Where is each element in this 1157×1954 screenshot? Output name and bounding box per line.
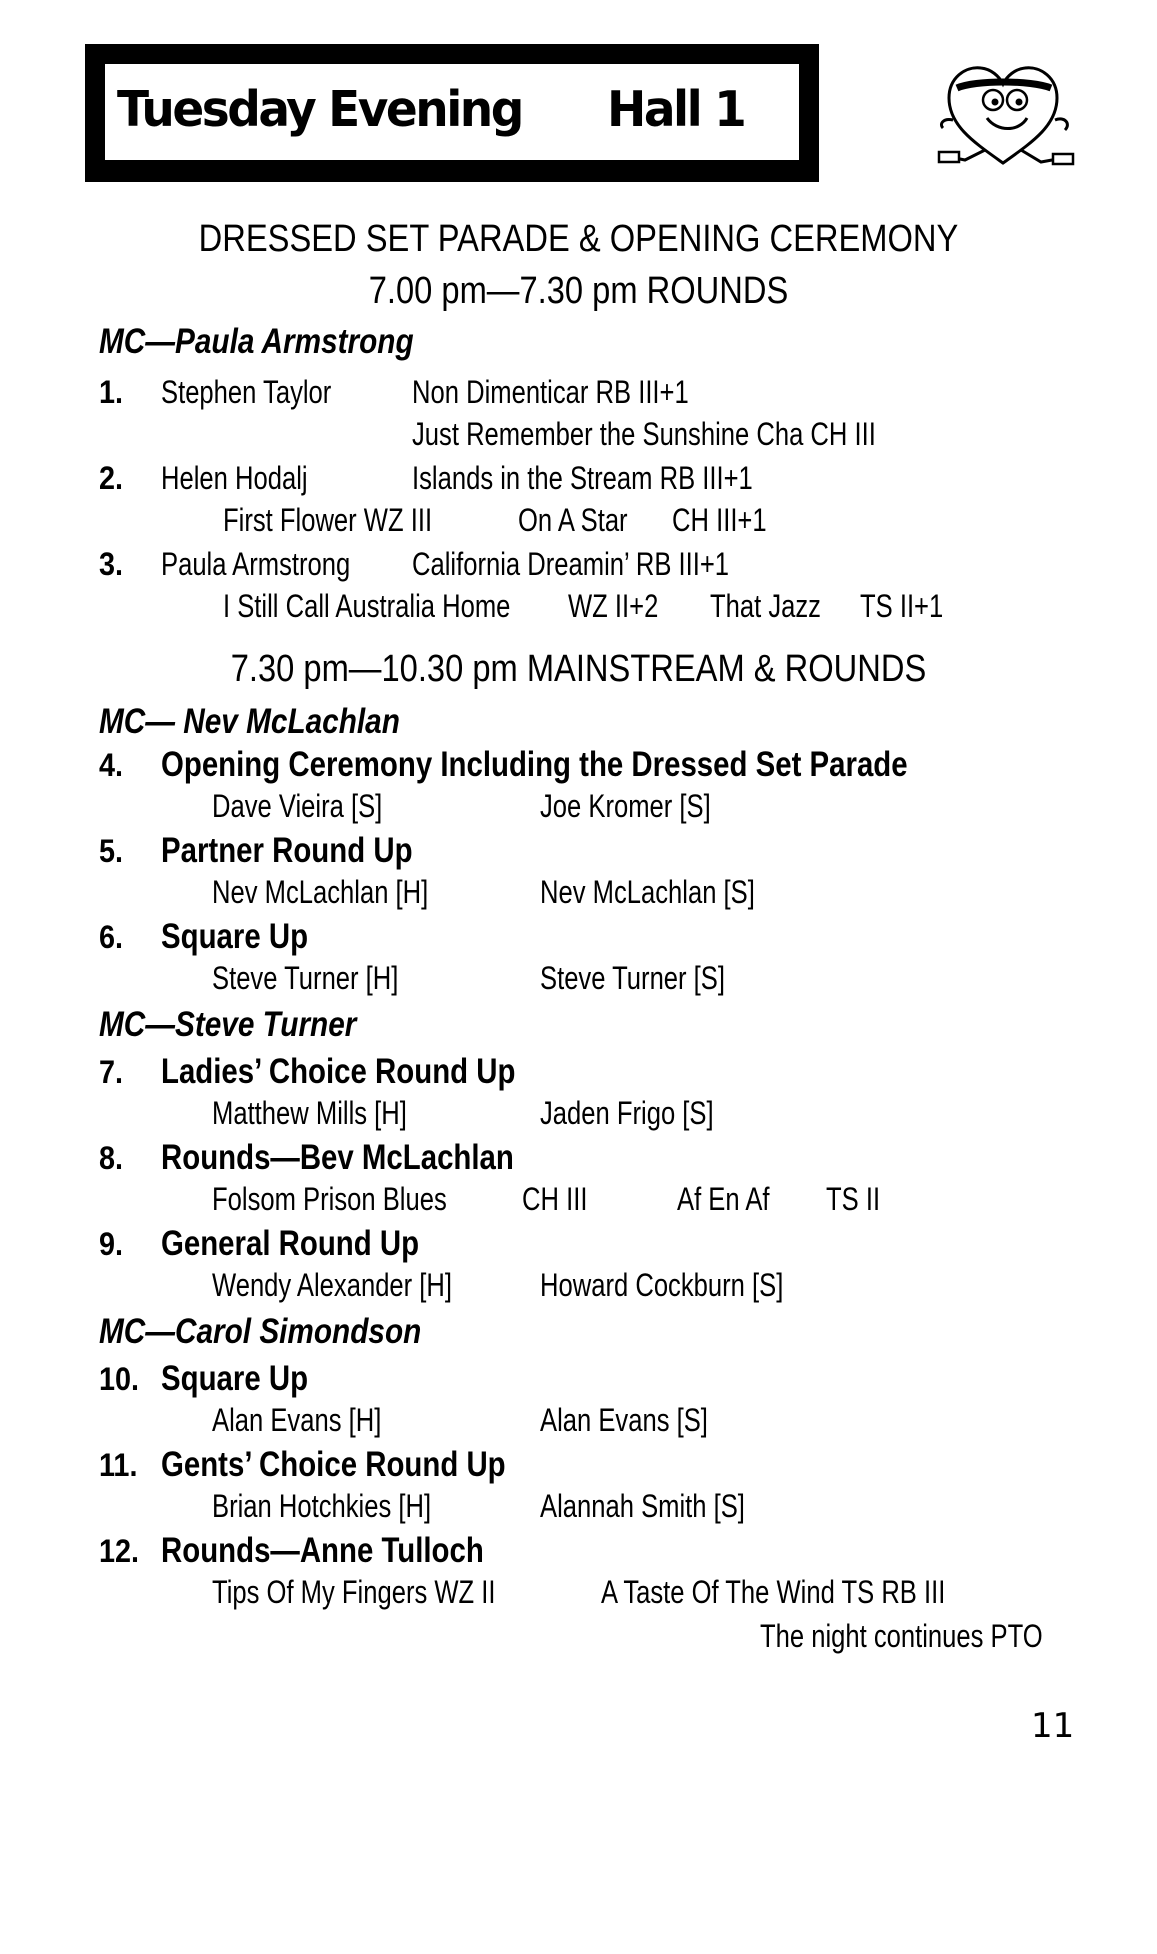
- item-title: Opening Ceremony Including the Dressed Set Parade: [161, 745, 908, 784]
- item-title: Rounds—Bev McLachlan: [161, 1138, 514, 1177]
- hoedown-caller: Nev McLachlan [H]: [212, 874, 429, 910]
- singing-caller: Howard Cockburn [S]: [540, 1267, 784, 1303]
- dance-text: TS II: [826, 1181, 881, 1217]
- dance-text: First Flower WZ III: [223, 502, 433, 538]
- singing-caller: Joe Kromer [S]: [540, 788, 711, 824]
- dance-text: Tips Of My Fingers WZ II: [212, 1574, 496, 1610]
- item-title: General Round Up: [161, 1224, 420, 1263]
- item-number: 3.: [99, 546, 124, 582]
- mc-label: MC—Paula Armstrong: [99, 322, 414, 361]
- singing-caller: Alan Evans [S]: [540, 1402, 708, 1438]
- page-title: Tuesday Evening: [117, 80, 522, 139]
- mc-label: MC—Steve Turner: [99, 1005, 357, 1044]
- hall-label: Hall 1: [607, 80, 745, 139]
- hoedown-caller: Brian Hotchkies [H]: [212, 1488, 432, 1524]
- singing-caller: Nev McLachlan [S]: [540, 874, 755, 910]
- dance-text: Folsom Prison Blues: [212, 1181, 447, 1217]
- section1-heading-line2: 7.00 pm—7.30 pm ROUNDS: [368, 270, 789, 312]
- item-title: Square Up: [161, 1359, 309, 1398]
- item-number: 2.: [99, 460, 124, 496]
- item-number: 4.: [99, 747, 124, 783]
- hoedown-caller: Steve Turner [H]: [212, 960, 399, 996]
- dance-text: I Still Call Australia Home: [223, 588, 511, 624]
- section2-heading: 7.30 pm—10.30 pm MAINSTREAM & ROUNDS: [230, 648, 927, 690]
- continues-note: The night continues PTO: [760, 1618, 1043, 1654]
- dance-text: Af En Af: [677, 1181, 770, 1217]
- item-title: Square Up: [161, 917, 309, 956]
- item-number: 11.: [99, 1447, 138, 1483]
- title-box: [85, 44, 819, 182]
- caller-name: Helen Hodalj: [161, 460, 308, 496]
- hoedown-caller: Dave Vieira [S]: [212, 788, 383, 824]
- dance-text: CH III: [522, 1181, 588, 1217]
- item-number: 12.: [99, 1533, 140, 1569]
- dance-text: Non Dimenticar RB III+1: [412, 374, 689, 410]
- item-number: 8.: [99, 1140, 124, 1176]
- dance-text: TS II+1: [860, 588, 944, 624]
- dance-text: On A Star: [518, 502, 628, 538]
- caller-name: Paula Armstrong: [161, 546, 351, 582]
- dance-text: Just Remember the Sunshine Cha CH III: [412, 416, 876, 452]
- hoedown-caller: Alan Evans [H]: [212, 1402, 382, 1438]
- item-number: 1.: [99, 374, 124, 410]
- heart-runner-icon: [935, 58, 1075, 173]
- mc-label: MC— Nev McLachlan: [99, 702, 400, 741]
- caller-name: Stephen Taylor: [161, 374, 332, 410]
- dance-text: Islands in the Stream RB III+1: [412, 460, 753, 496]
- item-number: 6.: [99, 919, 124, 955]
- item-title: Ladies’ Choice Round Up: [161, 1052, 516, 1091]
- item-title: Gents’ Choice Round Up: [161, 1445, 506, 1484]
- dance-text: That Jazz: [710, 588, 821, 624]
- dance-text: WZ II+2: [568, 588, 659, 624]
- item-title: Partner Round Up: [161, 831, 413, 870]
- dance-text: CH III+1: [672, 502, 767, 538]
- item-number: 7.: [99, 1054, 124, 1090]
- title-box-inner: [105, 64, 799, 160]
- dance-text: A Taste Of The Wind TS RB III: [601, 1574, 946, 1610]
- hoedown-caller: Wendy Alexander [H]: [212, 1267, 453, 1303]
- page-number: 11: [1031, 1706, 1075, 1746]
- section1-heading-line1: DRESSED SET PARADE & OPENING CEREMONY: [198, 218, 959, 260]
- singing-caller: Alannah Smith [S]: [540, 1488, 745, 1524]
- item-title: Rounds—Anne Tulloch: [161, 1531, 484, 1570]
- item-number: 9.: [99, 1226, 124, 1262]
- dance-text: California Dreamin’ RB III+1: [412, 546, 730, 582]
- item-number: 5.: [99, 833, 124, 869]
- mc-label: MC—Carol Simondson: [99, 1312, 422, 1351]
- hoedown-caller: Matthew Mills [H]: [212, 1095, 407, 1131]
- item-number: 10.: [99, 1361, 140, 1397]
- singing-caller: Steve Turner [S]: [540, 960, 725, 996]
- singing-caller: Jaden Frigo [S]: [540, 1095, 714, 1131]
